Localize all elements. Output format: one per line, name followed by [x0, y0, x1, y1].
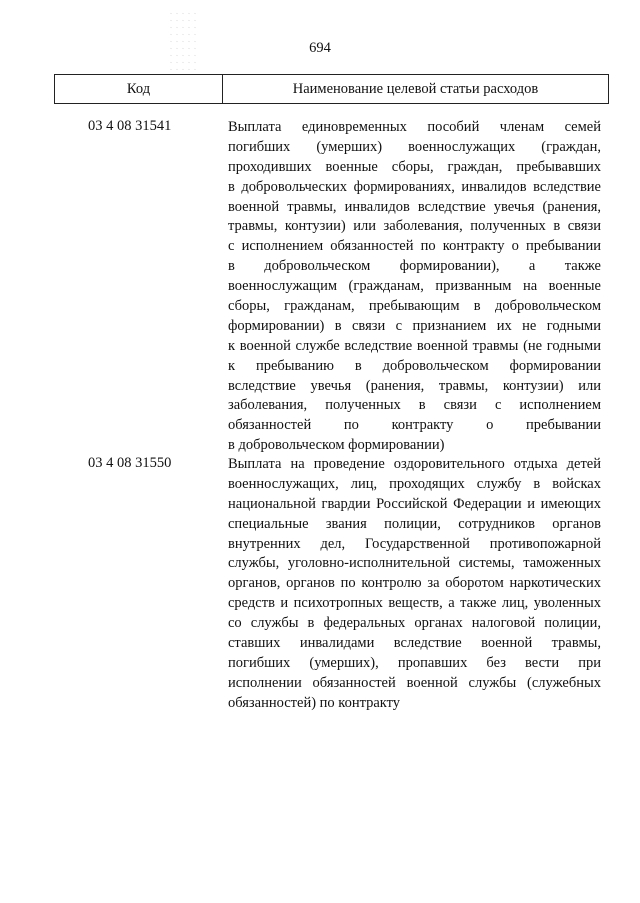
text-line: Выплата на проведение оздоровительного отдыха детей: [228, 456, 601, 472]
text-line: Выплата единовременных пособий членам семей: [228, 119, 601, 135]
text-line: обязанностей) по контракту: [228, 694, 401, 711]
text-line: внутренних дел, Государственной противопожарной: [228, 535, 601, 552]
text-line: с исполнением обязанностей по контракту о пребывании: [228, 238, 601, 255]
table-header: [54, 74, 609, 104]
text-line: средств и психотропных веществ, а также лиц, уволенных: [228, 595, 601, 612]
text-line: военной травмы, инвалидов вследствие увечья (ранения,: [228, 198, 601, 215]
text-line: вследствие увечья (ранения, травмы, контузии) или: [228, 377, 601, 394]
text-line: службы, уголовно-исполнительной системы, таможенных: [228, 555, 601, 572]
text-line: со службы в федеральных органах налоговой полиции,: [228, 615, 601, 632]
text-line: заболевания, полученных в связи с исполнением: [228, 397, 601, 414]
text-line: в добровольческом формировании): [228, 437, 445, 454]
text-line: национальной гвардии Российской Федерации и имеющих: [228, 495, 601, 512]
text-line: военнослужащих, лиц, проходящих службу в войсках: [228, 475, 601, 492]
text-line: сборы, гражданам, пребывающим в добровольческом: [228, 298, 601, 315]
row-description-1: [228, 118, 601, 456]
text-line: обязанностей по контракту о пребывании: [228, 417, 601, 434]
text-line: органов, органов по контролю за оборотом наркотических: [228, 575, 601, 592]
header-name: Наименование целевой статьи расходов: [292, 80, 539, 97]
row-code-2: 03 4 08 31550: [88, 455, 172, 471]
text-line: исполнении обязанностей военной службы (служебных: [228, 674, 601, 691]
text-line: погибших (умерших), пропавших без вести при: [228, 654, 601, 671]
text-line: к пребыванию в добровольческом формировании: [228, 357, 601, 374]
text-line: проходивших военные сборы, граждан, пребывавших: [228, 158, 601, 175]
text-line: ставших инвалидами вследствие военной травмы,: [228, 635, 601, 652]
row-description-2: [228, 455, 601, 714]
text-line: к военной службе вследствие военной травмы (не годными: [228, 337, 601, 354]
row-code-1: 03 4 08 31541: [88, 118, 172, 134]
text-line: погибших (умерших) военнослужащих (граждан,: [228, 138, 601, 155]
text-line: в добровольческих формированиях, инвалидов вследствие: [228, 178, 601, 195]
text-line: специальные звания полиции, сотрудников органов: [228, 515, 601, 532]
page-number: 694: [309, 40, 331, 56]
text-line: в добровольческом формировании), а также: [228, 258, 601, 275]
text-line: формировании) в связи с признанием их не годными: [228, 317, 601, 334]
text-line: травмы, контузии) или заболевания, полученных в связи: [228, 218, 601, 235]
text-line: военнослужащим (гражданам, призванным на военные: [228, 278, 601, 295]
header-code: Код: [55, 75, 223, 103]
